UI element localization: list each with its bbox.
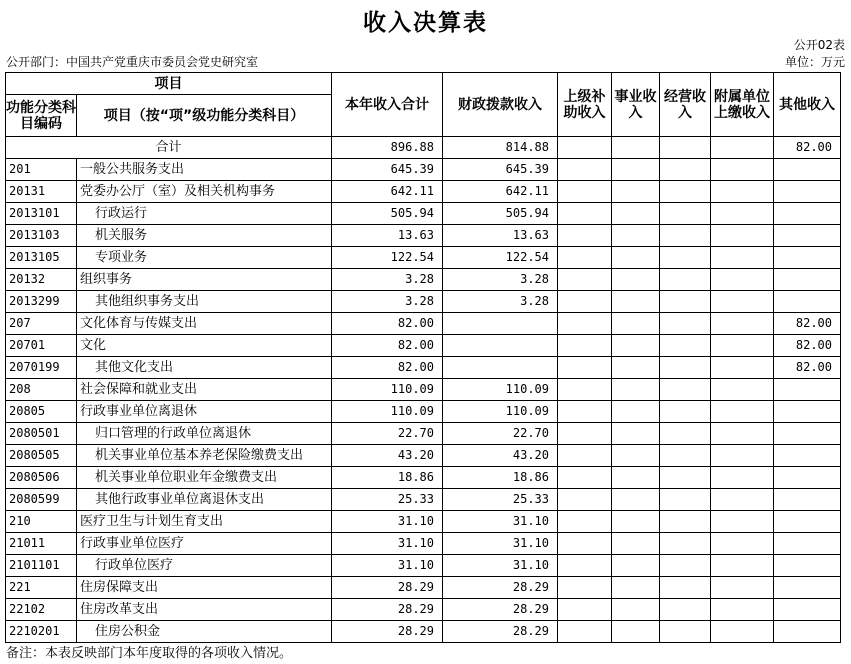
row-name: 党委办公厅（室）及相关机构事务 bbox=[77, 181, 332, 203]
row-operating-income bbox=[660, 489, 711, 511]
row-operating-income bbox=[660, 269, 711, 291]
department-label: 公开部门：中国共产党重庆市委员会党史研究室 bbox=[6, 55, 259, 69]
table-row bbox=[6, 379, 841, 401]
row-total-income: 505.94 bbox=[332, 203, 443, 225]
table-body bbox=[6, 137, 841, 643]
row-affiliated-income bbox=[711, 401, 774, 423]
row-superior-subsidy bbox=[558, 225, 612, 247]
row-fiscal-income: 18.86 bbox=[443, 467, 558, 489]
row-superior-subsidy bbox=[558, 423, 612, 445]
row-total-income: 110.09 bbox=[332, 401, 443, 423]
row-fiscal-income: 31.10 bbox=[443, 533, 558, 555]
row-other-income bbox=[774, 203, 841, 225]
table-row bbox=[6, 445, 841, 467]
row-superior-subsidy bbox=[558, 577, 612, 599]
row-operating-income bbox=[660, 599, 711, 621]
row-fiscal-income: 645.39 bbox=[443, 159, 558, 181]
row-total-income: 43.20 bbox=[332, 445, 443, 467]
row-name: 其他文化支出 bbox=[77, 357, 332, 379]
row-code: 2013105 bbox=[6, 247, 77, 269]
row-operating-income bbox=[660, 577, 711, 599]
row-other-income bbox=[774, 247, 841, 269]
row-fiscal-income bbox=[443, 313, 558, 335]
row-code: 207 bbox=[6, 313, 77, 335]
income-table bbox=[5, 72, 841, 643]
row-other-income bbox=[774, 181, 841, 203]
row-total-income: 31.10 bbox=[332, 511, 443, 533]
row-code: 20132 bbox=[6, 269, 77, 291]
row-affiliated-income bbox=[711, 335, 774, 357]
row-affiliated-income bbox=[711, 269, 774, 291]
row-superior-subsidy bbox=[558, 511, 612, 533]
row-other-income bbox=[774, 577, 841, 599]
row-affiliated-income bbox=[711, 599, 774, 621]
row-fiscal-income: 110.09 bbox=[443, 401, 558, 423]
row-code: 2013299 bbox=[6, 291, 77, 313]
row-total-income: 82.00 bbox=[332, 313, 443, 335]
row-code: 2080506 bbox=[6, 467, 77, 489]
row-total-income: 28.29 bbox=[332, 577, 443, 599]
row-superior-subsidy bbox=[558, 203, 612, 225]
row-total-income: 28.29 bbox=[332, 621, 443, 643]
row-code: 2070199 bbox=[6, 357, 77, 379]
header-fiscal-income: 财政拨款收入 bbox=[443, 73, 558, 137]
table-row bbox=[6, 291, 841, 313]
total-fiscal-value: 814.88 bbox=[443, 137, 558, 159]
row-operating-income bbox=[660, 555, 711, 577]
row-operating-income bbox=[660, 247, 711, 269]
row-operating-income bbox=[660, 335, 711, 357]
total-row bbox=[6, 137, 841, 159]
row-superior-subsidy bbox=[558, 621, 612, 643]
row-operating-income bbox=[660, 225, 711, 247]
row-fiscal-income: 13.63 bbox=[443, 225, 558, 247]
row-code: 201 bbox=[6, 159, 77, 181]
row-fiscal-income: 31.10 bbox=[443, 555, 558, 577]
row-affiliated-income bbox=[711, 291, 774, 313]
table-row bbox=[6, 159, 841, 181]
row-code: 2080501 bbox=[6, 423, 77, 445]
row-business-income bbox=[612, 181, 660, 203]
row-code: 2210201 bbox=[6, 621, 77, 643]
row-fiscal-income: 22.70 bbox=[443, 423, 558, 445]
row-operating-income bbox=[660, 401, 711, 423]
row-affiliated-income bbox=[711, 159, 774, 181]
row-business-income bbox=[612, 533, 660, 555]
row-operating-income bbox=[660, 291, 711, 313]
row-name: 行政运行 bbox=[77, 203, 332, 225]
row-business-income bbox=[612, 467, 660, 489]
row-operating-income bbox=[660, 621, 711, 643]
row-operating-income bbox=[660, 357, 711, 379]
row-business-income bbox=[612, 401, 660, 423]
row-total-income: 122.54 bbox=[332, 247, 443, 269]
row-name: 文化 bbox=[77, 335, 332, 357]
row-fiscal-income: 28.29 bbox=[443, 599, 558, 621]
row-operating-income bbox=[660, 203, 711, 225]
header-function-code: 功能分类科目编码 bbox=[6, 95, 77, 137]
row-other-income bbox=[774, 533, 841, 555]
table-row bbox=[6, 401, 841, 423]
row-fiscal-income: 31.10 bbox=[443, 511, 558, 533]
row-name: 归口管理的行政单位离退休 bbox=[77, 423, 332, 445]
row-business-income bbox=[612, 621, 660, 643]
row-operating-income bbox=[660, 313, 711, 335]
row-total-income: 3.28 bbox=[332, 291, 443, 313]
total-business-value bbox=[612, 137, 660, 159]
header-superior-subsidy: 上级补助收入 bbox=[558, 73, 612, 137]
table-row bbox=[6, 203, 841, 225]
row-fiscal-income: 110.09 bbox=[443, 379, 558, 401]
table-row bbox=[6, 511, 841, 533]
row-other-income bbox=[774, 445, 841, 467]
row-business-income bbox=[612, 313, 660, 335]
row-affiliated-income bbox=[711, 445, 774, 467]
row-fiscal-income: 3.28 bbox=[443, 291, 558, 313]
row-affiliated-income bbox=[711, 423, 774, 445]
row-total-income: 110.09 bbox=[332, 379, 443, 401]
row-name: 一般公共服务支出 bbox=[77, 159, 332, 181]
row-business-income bbox=[612, 357, 660, 379]
row-operating-income bbox=[660, 379, 711, 401]
table-row bbox=[6, 555, 841, 577]
unit-label: 单位：万元 bbox=[784, 55, 845, 69]
table-header bbox=[6, 73, 841, 137]
row-business-income bbox=[612, 291, 660, 313]
row-name: 组织事务 bbox=[77, 269, 332, 291]
header-business-income: 事业收入 bbox=[612, 73, 660, 137]
row-code: 22102 bbox=[6, 599, 77, 621]
row-total-income: 31.10 bbox=[332, 555, 443, 577]
row-business-income bbox=[612, 599, 660, 621]
row-name: 其他行政事业单位离退休支出 bbox=[77, 489, 332, 511]
row-superior-subsidy bbox=[558, 445, 612, 467]
row-name: 机关事业单位基本养老保险缴费支出 bbox=[77, 445, 332, 467]
row-fiscal-income: 122.54 bbox=[443, 247, 558, 269]
table-row bbox=[6, 335, 841, 357]
row-superior-subsidy bbox=[558, 247, 612, 269]
row-business-income bbox=[612, 269, 660, 291]
row-total-income: 645.39 bbox=[332, 159, 443, 181]
row-superior-subsidy bbox=[558, 489, 612, 511]
row-other-income: 82.00 bbox=[774, 313, 841, 335]
row-fiscal-income bbox=[443, 357, 558, 379]
header-operating-income: 经营收入 bbox=[660, 73, 711, 137]
row-business-income bbox=[612, 203, 660, 225]
row-other-income bbox=[774, 555, 841, 577]
table-row bbox=[6, 247, 841, 269]
table-row bbox=[6, 313, 841, 335]
header-affiliated-income: 附属单位上缴收入 bbox=[711, 73, 774, 137]
row-total-income: 82.00 bbox=[332, 335, 443, 357]
row-business-income bbox=[612, 489, 660, 511]
header-item-group: 项目 bbox=[6, 73, 332, 95]
row-name: 行政事业单位离退休 bbox=[77, 401, 332, 423]
row-affiliated-income bbox=[711, 467, 774, 489]
row-operating-income bbox=[660, 533, 711, 555]
row-business-income bbox=[612, 577, 660, 599]
row-fiscal-income: 642.11 bbox=[443, 181, 558, 203]
row-superior-subsidy bbox=[558, 401, 612, 423]
row-other-income bbox=[774, 225, 841, 247]
row-operating-income bbox=[660, 467, 711, 489]
total-superior-value bbox=[558, 137, 612, 159]
row-code: 208 bbox=[6, 379, 77, 401]
row-name: 机关事业单位职业年金缴费支出 bbox=[77, 467, 332, 489]
row-business-income bbox=[612, 423, 660, 445]
total-operating-value bbox=[660, 137, 711, 159]
row-superior-subsidy bbox=[558, 335, 612, 357]
row-code: 20701 bbox=[6, 335, 77, 357]
row-other-income bbox=[774, 401, 841, 423]
row-superior-subsidy bbox=[558, 599, 612, 621]
row-affiliated-income bbox=[711, 489, 774, 511]
row-other-income bbox=[774, 379, 841, 401]
total-affiliated-value bbox=[711, 137, 774, 159]
row-name: 行政事业单位医疗 bbox=[77, 533, 332, 555]
row-affiliated-income bbox=[711, 181, 774, 203]
row-affiliated-income bbox=[711, 621, 774, 643]
row-other-income bbox=[774, 269, 841, 291]
row-operating-income bbox=[660, 181, 711, 203]
row-total-income: 28.29 bbox=[332, 599, 443, 621]
row-affiliated-income bbox=[711, 577, 774, 599]
row-name: 专项业务 bbox=[77, 247, 332, 269]
row-name: 文化体育与传媒支出 bbox=[77, 313, 332, 335]
row-superior-subsidy bbox=[558, 159, 612, 181]
row-other-income bbox=[774, 291, 841, 313]
table-row bbox=[6, 489, 841, 511]
row-total-income: 82.00 bbox=[332, 357, 443, 379]
row-name: 社会保障和就业支出 bbox=[77, 379, 332, 401]
row-code: 2101101 bbox=[6, 555, 77, 577]
row-other-income bbox=[774, 511, 841, 533]
row-code: 2080505 bbox=[6, 445, 77, 467]
table-row bbox=[6, 423, 841, 445]
row-business-income bbox=[612, 247, 660, 269]
row-code: 20805 bbox=[6, 401, 77, 423]
table-row bbox=[6, 269, 841, 291]
table-row bbox=[6, 577, 841, 599]
row-code: 20131 bbox=[6, 181, 77, 203]
row-total-income: 3.28 bbox=[332, 269, 443, 291]
row-affiliated-income bbox=[711, 379, 774, 401]
row-other-income bbox=[774, 467, 841, 489]
table-row bbox=[6, 621, 841, 643]
row-code: 2013103 bbox=[6, 225, 77, 247]
row-affiliated-income bbox=[711, 247, 774, 269]
row-superior-subsidy bbox=[558, 533, 612, 555]
row-fiscal-income: 505.94 bbox=[443, 203, 558, 225]
row-code: 2080599 bbox=[6, 489, 77, 511]
report-title: 收入决算表 bbox=[363, 9, 488, 36]
row-superior-subsidy bbox=[558, 467, 612, 489]
row-code: 221 bbox=[6, 577, 77, 599]
row-other-income bbox=[774, 599, 841, 621]
row-superior-subsidy bbox=[558, 357, 612, 379]
row-total-income: 642.11 bbox=[332, 181, 443, 203]
row-other-income bbox=[774, 423, 841, 445]
row-other-income: 82.00 bbox=[774, 335, 841, 357]
row-affiliated-income bbox=[711, 203, 774, 225]
row-superior-subsidy bbox=[558, 269, 612, 291]
row-affiliated-income bbox=[711, 555, 774, 577]
row-affiliated-income bbox=[711, 313, 774, 335]
row-name: 住房保障支出 bbox=[77, 577, 332, 599]
row-total-income: 13.63 bbox=[332, 225, 443, 247]
table-row bbox=[6, 181, 841, 203]
row-name: 住房改革支出 bbox=[77, 599, 332, 621]
row-affiliated-income bbox=[711, 225, 774, 247]
row-other-income: 82.00 bbox=[774, 357, 841, 379]
row-operating-income bbox=[660, 159, 711, 181]
total-label: 合计 bbox=[6, 137, 332, 159]
row-fiscal-income: 28.29 bbox=[443, 577, 558, 599]
row-other-income bbox=[774, 621, 841, 643]
row-business-income bbox=[612, 445, 660, 467]
row-superior-subsidy bbox=[558, 181, 612, 203]
row-other-income bbox=[774, 159, 841, 181]
row-fiscal-income: 25.33 bbox=[443, 489, 558, 511]
header-item-name: 项目（按“项”级功能分类科目） bbox=[77, 95, 332, 137]
row-code: 2013101 bbox=[6, 203, 77, 225]
row-total-income: 25.33 bbox=[332, 489, 443, 511]
row-fiscal-income bbox=[443, 335, 558, 357]
row-fiscal-income: 3.28 bbox=[443, 269, 558, 291]
header-other-income: 其他收入 bbox=[774, 73, 841, 137]
row-total-income: 22.70 bbox=[332, 423, 443, 445]
row-business-income bbox=[612, 379, 660, 401]
row-business-income bbox=[612, 159, 660, 181]
row-business-income bbox=[612, 511, 660, 533]
header-total-income: 本年收入合计 bbox=[332, 73, 443, 137]
row-operating-income bbox=[660, 511, 711, 533]
table-row bbox=[6, 225, 841, 247]
footnote: 备注：本表反映部门本年度取得的各项收入情况。 bbox=[6, 646, 293, 661]
row-other-income bbox=[774, 489, 841, 511]
row-affiliated-income bbox=[711, 533, 774, 555]
row-superior-subsidy bbox=[558, 313, 612, 335]
row-fiscal-income: 43.20 bbox=[443, 445, 558, 467]
row-operating-income bbox=[660, 423, 711, 445]
table-row bbox=[6, 599, 841, 621]
row-name: 行政单位医疗 bbox=[77, 555, 332, 577]
row-code: 21011 bbox=[6, 533, 77, 555]
row-code: 210 bbox=[6, 511, 77, 533]
row-superior-subsidy bbox=[558, 379, 612, 401]
row-business-income bbox=[612, 555, 660, 577]
row-superior-subsidy bbox=[558, 291, 612, 313]
row-affiliated-income bbox=[711, 357, 774, 379]
row-operating-income bbox=[660, 445, 711, 467]
row-total-income: 18.86 bbox=[332, 467, 443, 489]
form-number: 公开02表 bbox=[793, 38, 845, 52]
table-row bbox=[6, 533, 841, 555]
row-superior-subsidy bbox=[558, 555, 612, 577]
row-name: 医疗卫生与计划生育支出 bbox=[77, 511, 332, 533]
table-row bbox=[6, 467, 841, 489]
row-total-income: 31.10 bbox=[332, 533, 443, 555]
row-name: 其他组织事务支出 bbox=[77, 291, 332, 313]
total-other-value: 82.00 bbox=[774, 137, 841, 159]
row-affiliated-income bbox=[711, 511, 774, 533]
row-name: 机关服务 bbox=[77, 225, 332, 247]
row-name: 住房公积金 bbox=[77, 621, 332, 643]
row-business-income bbox=[612, 335, 660, 357]
row-fiscal-income: 28.29 bbox=[443, 621, 558, 643]
row-business-income bbox=[612, 225, 660, 247]
table-row bbox=[6, 357, 841, 379]
total-income-value: 896.88 bbox=[332, 137, 443, 159]
